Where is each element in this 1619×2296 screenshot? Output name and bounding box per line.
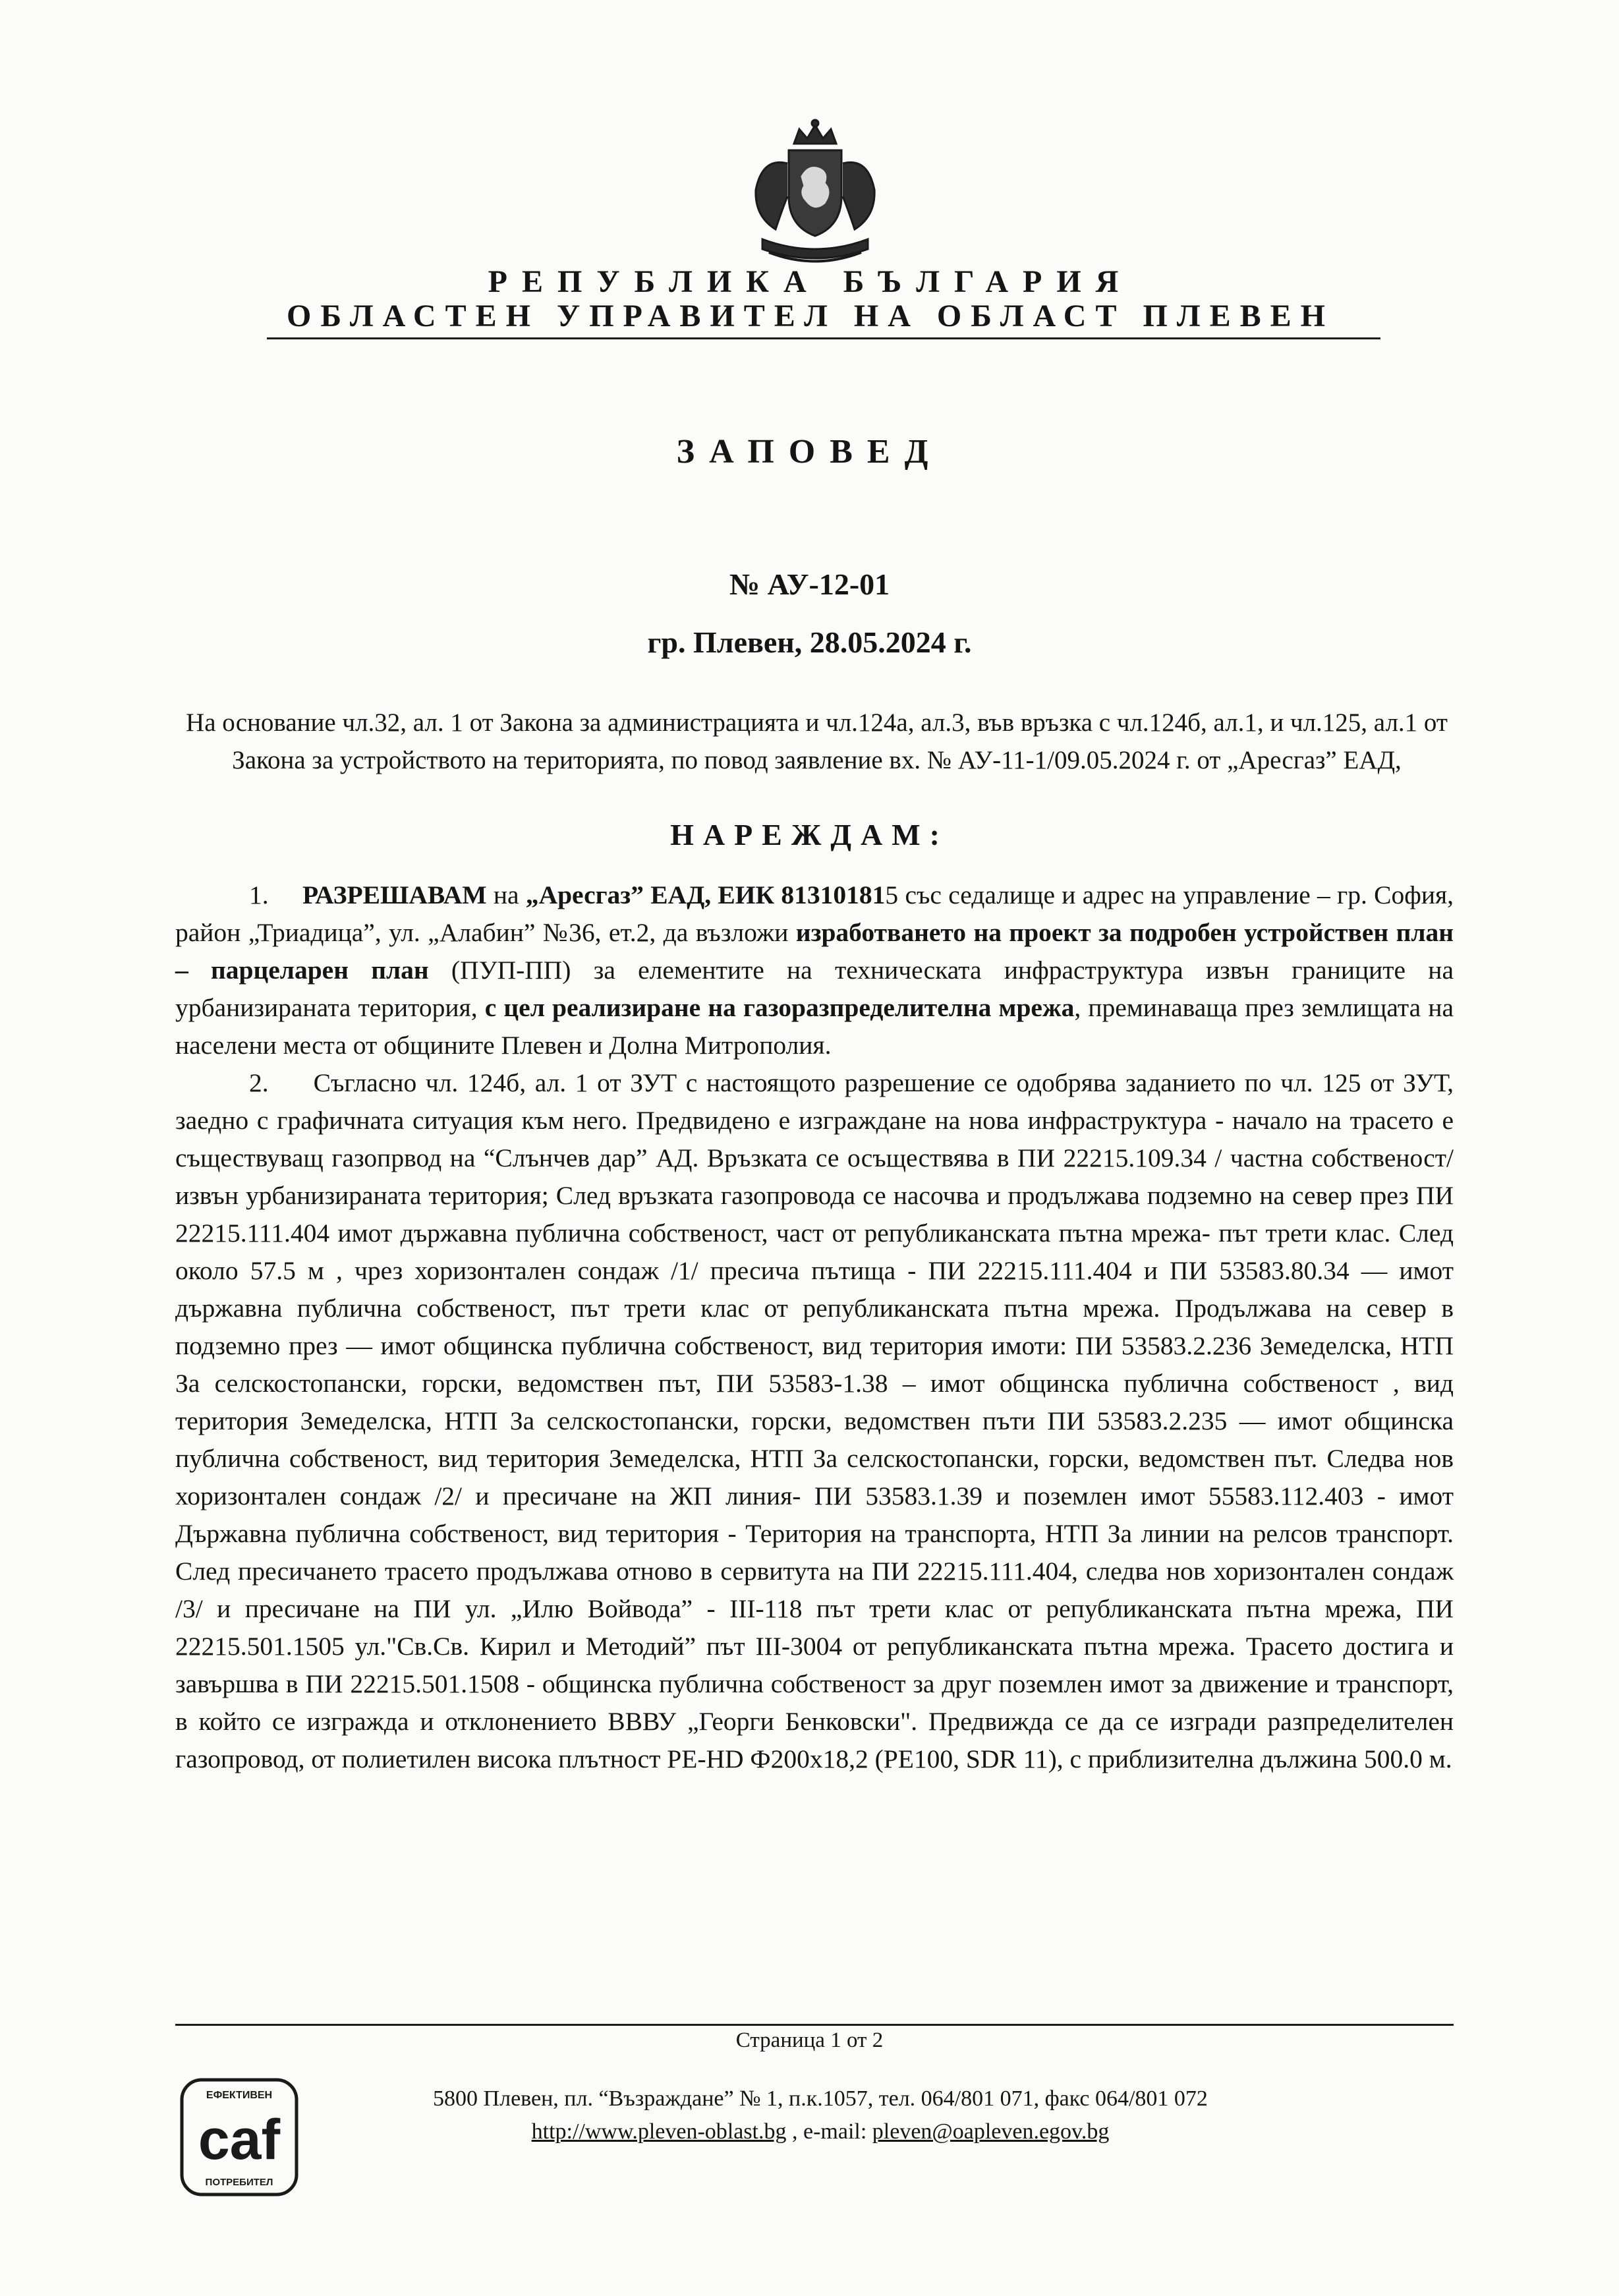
paragraph-1-text-3: (ПУП-ПП) за елементите на техническата инфраструктура извън границите на урбанизираната територия, xyxy=(175,956,1454,1022)
caf-logo-icon xyxy=(177,2075,302,2200)
paragraph-1 xyxy=(175,876,1454,1064)
order-body xyxy=(175,876,1454,1778)
header-divider xyxy=(267,337,1380,339)
footer-address: 5800 Плевен, пл. “Възраждане” № 1, п.к.1057, тел. 064/801 071, факс 064/801 072 xyxy=(433,2086,1208,2111)
order-place-date: гр. Плевен, 28.05.2024 г. xyxy=(647,625,972,659)
paragraph-1-bold-1: РАЗРЕШАВАМ xyxy=(302,880,487,909)
decree-heading: НАРЕЖДАМ: xyxy=(670,818,949,851)
paragraph-1-bold-2: „Аресгаз” ЕАД, ЕИК 81310181 xyxy=(525,880,886,909)
caf-logo-bottom-text: ПОТРЕБИТЕЛ xyxy=(205,2177,273,2188)
page-number: Страница 1 от 2 xyxy=(735,2028,884,2052)
paragraph-1-bold-4: с цел реализиране на газоразпределителна мрежа xyxy=(484,993,1075,1022)
paragraph-1-text-1: на xyxy=(486,880,526,909)
website-link[interactable]: http://www.pleven-oblast.bg xyxy=(531,2119,787,2144)
order-title: ЗАПОВЕД xyxy=(676,433,943,471)
coat-of-arms-icon xyxy=(736,117,894,275)
paragraph-1-number: 1. xyxy=(249,880,269,909)
email-link[interactable]: pleven@oapleven.egov.bg xyxy=(872,2119,1110,2144)
paragraph-1-text-4: , преминаваща през землищата на населени места от общините Плевен и Долна Митрополия. xyxy=(175,993,1454,1060)
footer-divider xyxy=(175,2024,1454,2026)
header-republic: РЕПУБЛИКА БЪЛГАРИЯ xyxy=(488,264,1133,299)
footer-address-block xyxy=(343,2082,1298,2148)
paragraph-2 xyxy=(175,1064,1454,1778)
paragraph-2-number: 2. xyxy=(249,1068,269,1097)
order-number: № АУ-12-01 xyxy=(729,567,890,601)
email-label: , e-mail: xyxy=(786,2119,872,2144)
paragraph-1-bold-3: изработването на проект за подробен устройствен план – парцеларен план xyxy=(175,918,1454,985)
caf-logo-letters: caf xyxy=(198,2108,281,2171)
header-governor: ОБЛАСТЕН УПРАВИТЕЛ НА ОБЛАСТ ПЛЕВЕН xyxy=(287,299,1334,333)
caf-logo-top-text: ЕФЕКТИВЕН xyxy=(206,2090,273,2101)
paragraph-2-text: Съгласно чл. 124б, ал. 1 от ЗУТ с настоящото разрешение се одобрява заданието по чл. 125 от ЗУТ, заедно с графичната ситуация към него. Предвидено е изграждане на нова инфраструктура - начало на трасето е съществуващ газопрвод на “Слънчев дар” АД. Връзката се осъществява в ПИ 22215.109.34 / частна собственост/ извън урбанизираната територия; След връзката газопровода се насочва и продължава подземно на север през ПИ 22215.111.404 имот държавна публична собственост, част от републиканската пътна мрежа- път трети клас. След около 57.5 м , чрез хоризонтален сондаж /1/ пресича пътища - ПИ 22215.111.404 и ПИ 53583.80.34 — имот държавна публична собственост, път трети клас от републиканската пътна мрежа. Продължава на север в подземно през — имот общинска публична собственост, вид територия имоти: ПИ 53583.2.236 Земеделска, НТП За селскостопански, горски, ведомствен път, ПИ 53583-1.38 – имот общинска публична собственост , вид територия Земеделска, НТП За селскостопански, горски, ведомствен пъти ПИ 53583.2.235 — имот общинска публична собственост, вид територия Земеделска, НТП За селскостопански, горски, ведомствен път. Следва нов хоризонтален сондаж /2/ и пресичане на ЖП линия- ПИ 53583.1.39 и поземлен имот 55583.112.403 - имот Държавна публична собственост, вид територия - Територия на транспорта, НТП За линии на релсов транспорт. След пресичането трасето продължава отново в сервитута на ПИ 22215.111.404, следва нов хоризонтален сондаж /3/ и пресичане на ПИ ул. „Илю Войвода” - III-118 път трети клас от републиканската пътна мрежа, ПИ 22215.501.1505 ул."Св.Св. Кирил и Методий” път III-3004 от републиканската пътна мрежа. Трасето достига и завършва в ПИ 22215.501.1508 - общинска публична собственост за друг поземлен имот за движение и транспорт, в който се изгражда и отклонението ВВВУ „Георги Бенковски". Предвижда се да се изгради разпределителен газопровод, от полиетилен висока плътност PE-HD Ф200х18,2 (PE100, SDR 11), с приблизителна дължина 500.0 м. xyxy=(175,1068,1454,1773)
intro-paragraph: На основание чл.32, ал. 1 от Закона за администрацията и чл.124а, ал.3, във връзка с чл.124б, ал.1, и чл.125, ал.1 от Закона за устройството на територията, по повод заявление вх. № АУ-11-1/09.05.2024 г. от „Аресгаз” ЕАД, xyxy=(186,708,1448,774)
footer-contacts xyxy=(343,2115,1298,2148)
paragraph-1-text-2: 5 със седалище и адрес на управление – гр. София, район „Триадица”, ул. „Алабин” №36, ет.2, да възложи xyxy=(175,880,1454,947)
